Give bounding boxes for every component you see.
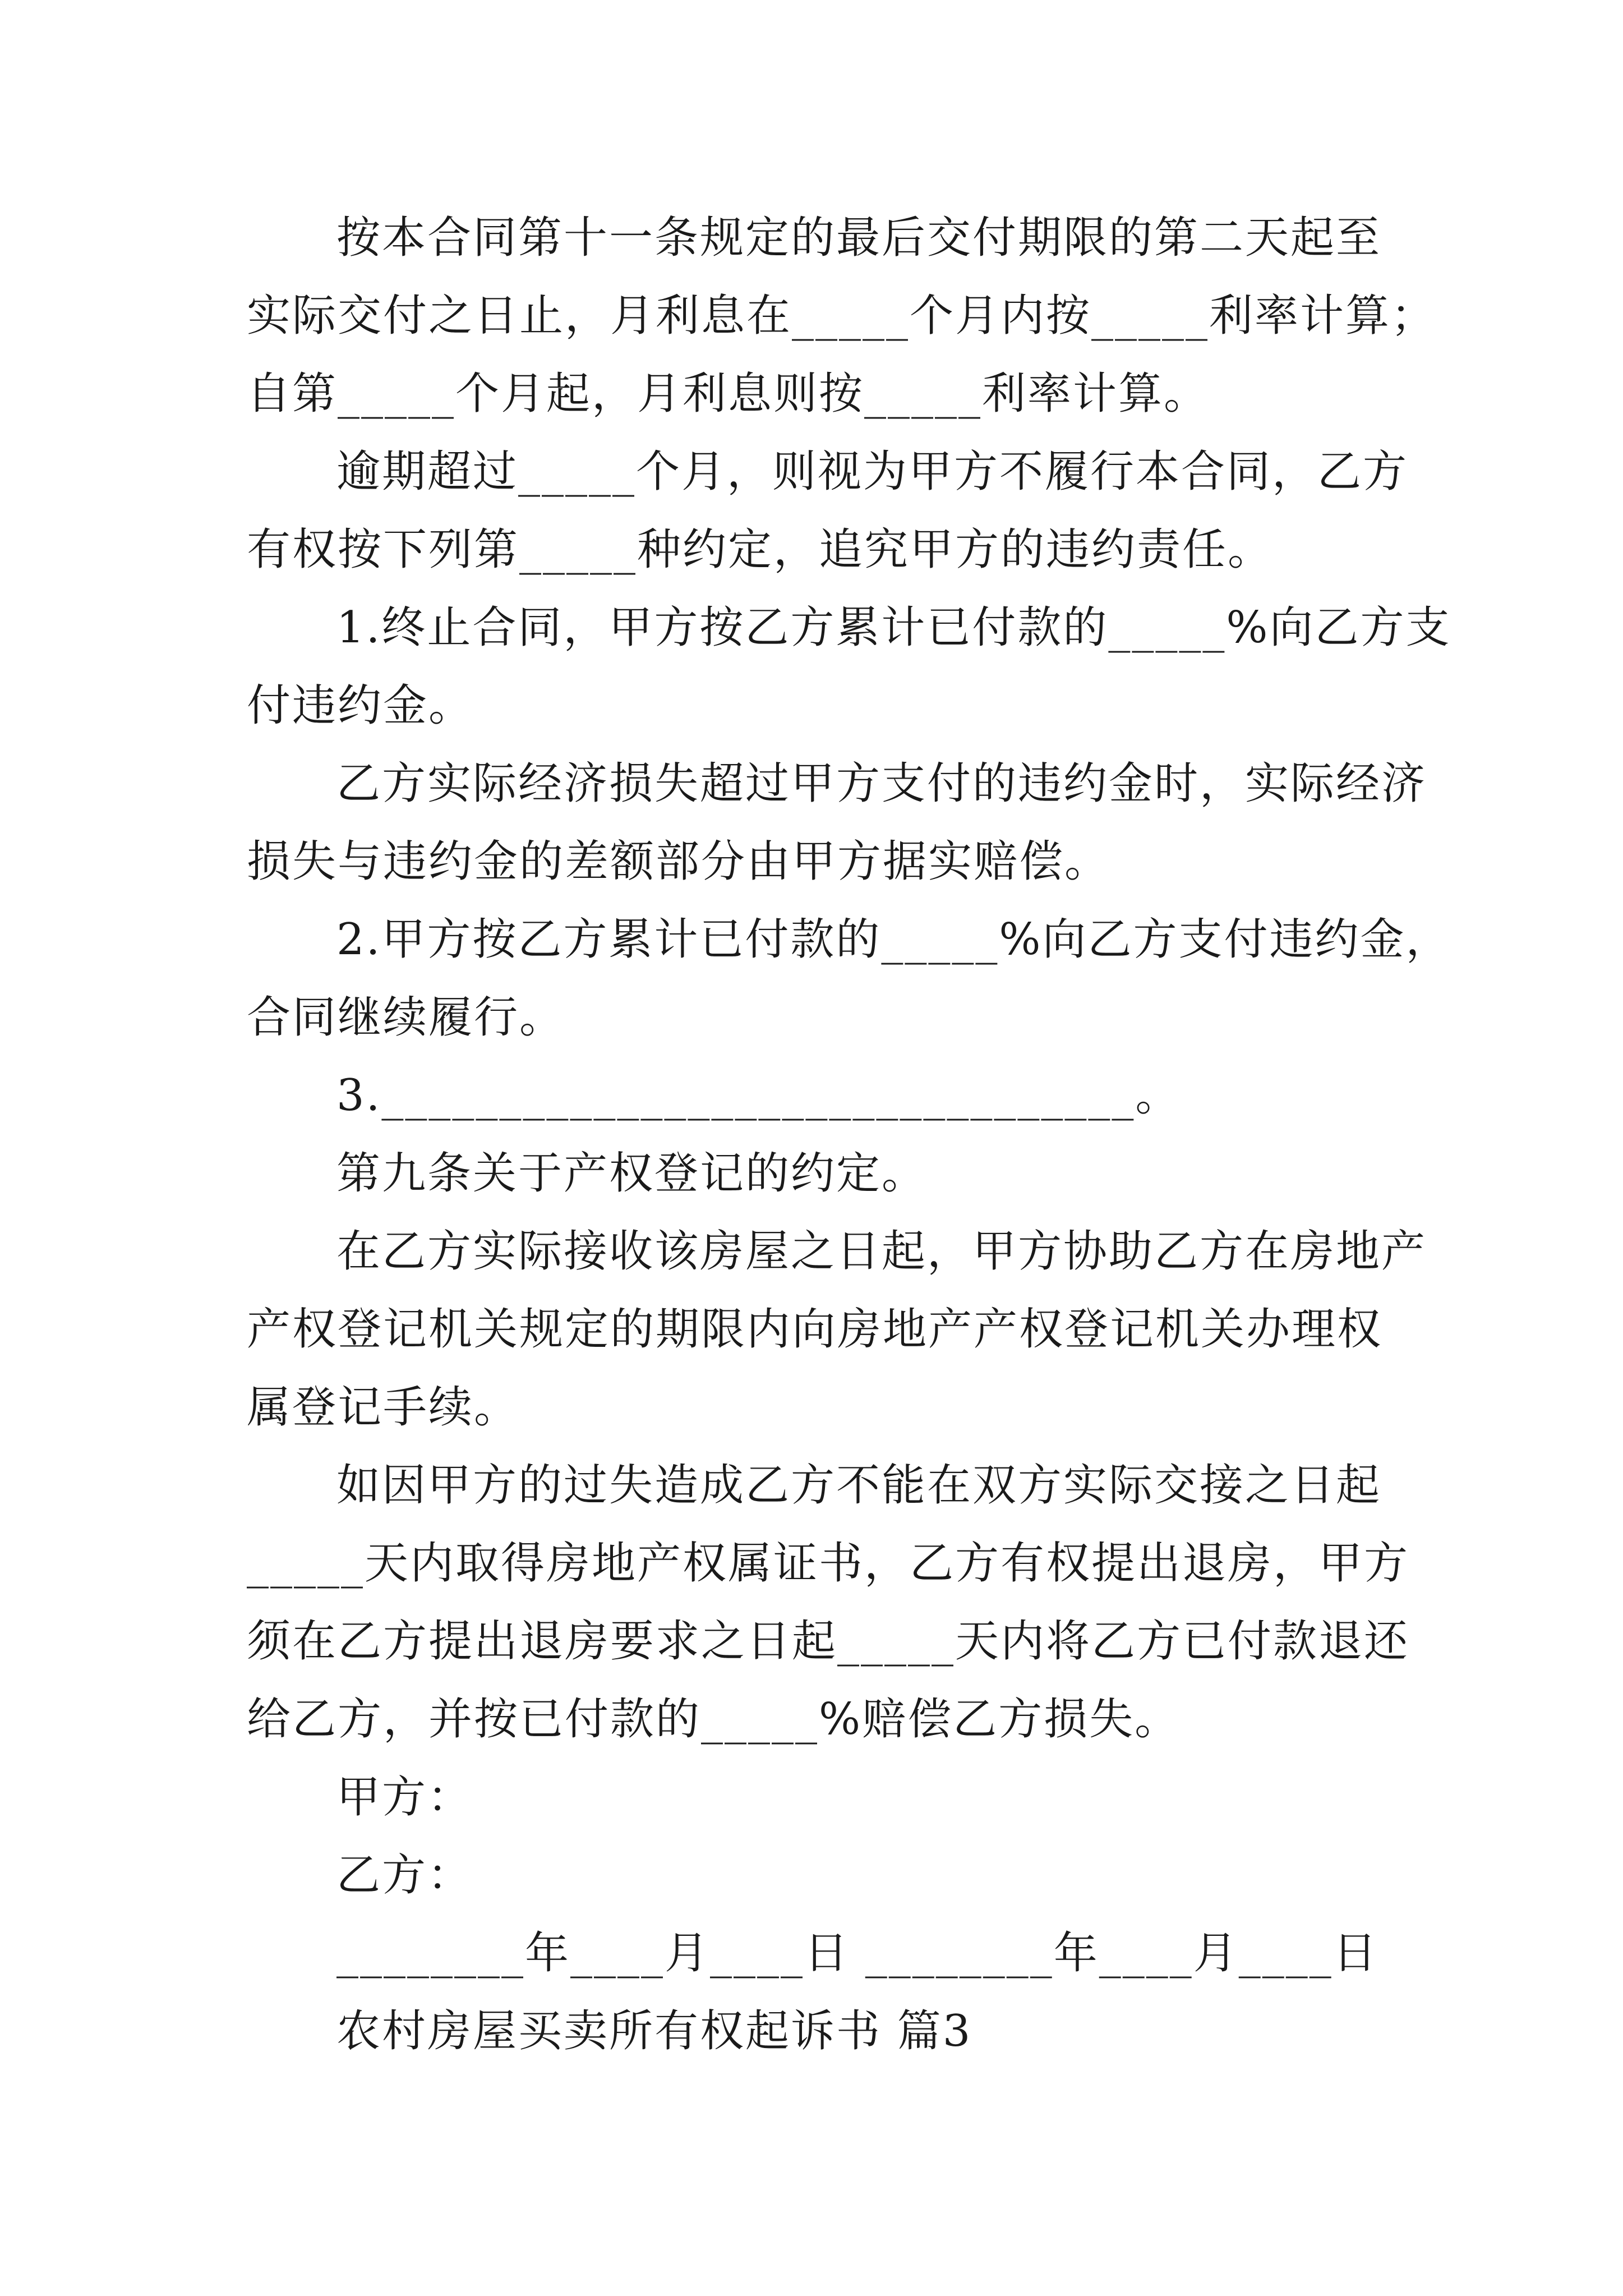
date-line: ________年____月____日 ________年____月____日 [336,1928,1378,1978]
text-line: 实际交付之日止，月利息在_____个月内按_____利率计算； [247,291,1437,341]
text-line: 给乙方，并按已付款的_____%赔偿乙方损失。 [247,1694,1181,1745]
party-b-signature: 乙方： [336,1850,473,1901]
text-line: _____天内取得房地产权属证书，乙方有权提出退房，甲方 [247,1538,1410,1589]
document-body [247,199,1451,2070]
text-line: 付违约金。 [247,680,474,731]
text-line: 有权按下列第_____种约定，追究甲方的违约责任。 [247,524,1274,575]
text-line: 在乙方实际接收该房屋之日起，甲方协助乙方在房地产 [336,1226,1427,1277]
text-line: 2.甲方按乙方累计已付款的_____%向乙方支付违约金， [336,914,1451,965]
text-line: 须在乙方提出退房要求之日起_____天内将乙方已付款退还 [247,1616,1410,1667]
text-line: 损失与违约金的差额部分由甲方据实赔偿。 [247,836,1110,887]
party-a-signature: 甲方： [336,1772,473,1823]
text-line: 如因甲方的过失造成乙方不能在双方实际交接之日起 [336,1460,1382,1511]
text-line: 逾期超过_____个月，则视为甲方不履行本合同，乙方 [336,447,1409,497]
text-line: 按本合同第十一条规定的最后交付期限的第二天起至 [336,213,1382,263]
text-line: 产权登记机关规定的期限内向房地产产权登记机关办理权 [247,1304,1383,1355]
section-heading: 第九条关于产权登记的约定。 [336,1148,928,1199]
text-line: 3.________________________________。 [336,1070,1181,1121]
text-line: 自第_____个月起，月利息则按_____利率计算。 [247,369,1210,419]
next-section-title: 农村房屋买卖所有权起诉书 篇3 [336,2006,972,2056]
text-line: 合同继续履行。 [247,992,565,1043]
text-line: 1.终止合同，甲方按乙方累计已付款的_____%向乙方支 [336,602,1451,653]
text-line: 属登记手续。 [247,1382,520,1433]
text-line: 乙方实际经济损失超过甲方支付的违约金时，实际经济 [336,758,1427,809]
